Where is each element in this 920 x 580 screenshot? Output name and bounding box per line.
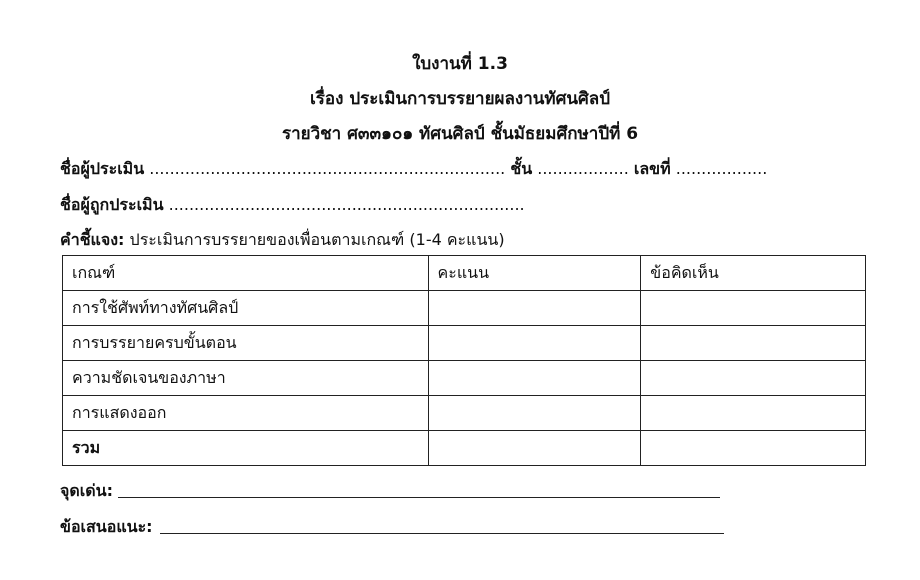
class-blank[interactable]: .................. <box>537 159 629 178</box>
evaluator-line <box>60 157 767 182</box>
evaluatee-line <box>60 193 525 218</box>
suggestion-blank-line[interactable] <box>160 533 724 534</box>
comment-cell[interactable] <box>641 396 866 431</box>
instructions-label: คำชี้แจง: <box>60 230 125 249</box>
course-line: รายวิชา ศ๓๓๑๐๑ ทัศนศิลป์ ชั้นมัธยมศึกษาปีที่ 6 <box>281 124 639 144</box>
score-cell[interactable] <box>428 291 641 326</box>
score-cell[interactable] <box>428 326 641 361</box>
criterion-cell: การบรรยายครบขั้นตอน <box>63 326 429 361</box>
comment-cell[interactable] <box>641 326 866 361</box>
worksheet-title: ใบงานที่ 1.3 <box>412 54 508 74</box>
header-comment: ข้อคิดเห็น <box>641 256 866 291</box>
table-row <box>63 361 866 396</box>
comment-cell[interactable] <box>641 361 866 396</box>
strength-label: จุดเด่น: <box>60 481 113 500</box>
table-total-row <box>63 431 866 466</box>
instructions-line <box>60 228 505 253</box>
table-row <box>63 326 866 361</box>
criterion-cell: การใช้ศัพท์ทางทัศนศิลป์ <box>63 291 429 326</box>
worksheet-subject: เรื่อง ประเมินการบรรยายผลงานทัศนศิลป์ <box>309 89 610 109</box>
number-blank[interactable]: .................. <box>675 159 768 178</box>
class-label: ชั้น <box>510 159 533 178</box>
comment-cell[interactable] <box>641 291 866 326</box>
score-cell[interactable] <box>428 396 641 431</box>
suggestion-label: ข้อเสนอแนะ: <box>60 517 153 536</box>
evaluatee-name-blank[interactable]: ...................................................................... <box>168 195 525 214</box>
number-label: เลขที่ <box>633 159 671 178</box>
strength-blank-line[interactable] <box>118 497 720 498</box>
criterion-cell: การแสดงออก <box>63 396 429 431</box>
table-header-row <box>63 256 866 291</box>
evaluatee-name-label: ชื่อผู้ถูกประเมิน <box>60 195 164 214</box>
total-comment-cell[interactable] <box>641 431 866 466</box>
evaluator-name-blank[interactable]: ...................................................................... <box>149 159 506 178</box>
total-score-cell[interactable] <box>428 431 641 466</box>
table-row <box>63 396 866 431</box>
score-cell[interactable] <box>428 361 641 396</box>
header-criterion: เกณฑ์ <box>63 256 429 291</box>
instructions-text: ประเมินการบรรยายของเพื่อนตามเกณฑ์ (1-4 คะแนน) <box>124 230 505 249</box>
criteria-table <box>62 255 866 466</box>
table-row <box>63 291 866 326</box>
evaluator-name-label: ชื่อผู้ประเมิน <box>60 159 145 178</box>
criterion-cell: ความชัดเจนของภาษา <box>63 361 429 396</box>
total-label: รวม <box>63 431 429 466</box>
header-score: คะแนน <box>428 256 641 291</box>
